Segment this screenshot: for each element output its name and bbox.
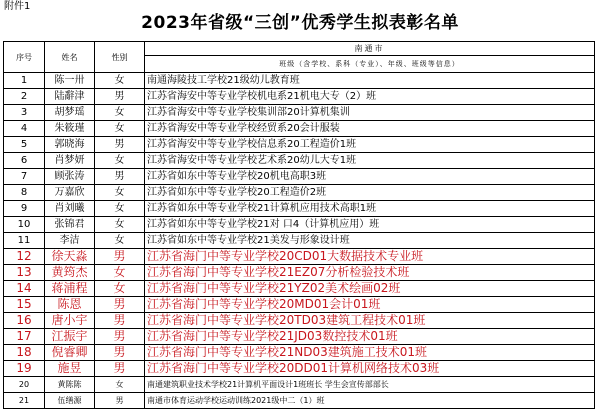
row-number: 9 <box>4 201 45 217</box>
row-class: 江苏省海安中等专业学校机电系21机电大专（2）班 <box>145 89 595 105</box>
row-gender: 女 <box>95 233 145 249</box>
table-row <box>4 281 595 297</box>
row-name: 陈恩 <box>45 297 95 313</box>
row-gender: 男 <box>95 137 145 153</box>
row-number: 1 <box>4 73 45 89</box>
row-number: 13 <box>4 265 45 281</box>
table-row <box>4 377 595 393</box>
row-gender: 女 <box>95 281 145 297</box>
header-city: 南通市 <box>145 42 595 56</box>
row-class: 江苏省海门中等专业学校21JD03数控技术01班 <box>145 329 595 345</box>
row-gender: 女 <box>95 73 145 89</box>
row-number: 19 <box>4 361 45 377</box>
row-number: 3 <box>4 105 45 121</box>
row-gender: 女 <box>95 377 145 393</box>
row-gender: 男 <box>95 89 145 105</box>
table-row <box>4 313 595 329</box>
row-number: 14 <box>4 281 45 297</box>
header-number: 序号 <box>4 42 45 73</box>
row-class: 江苏省如东中等专业学校20工程造价2班 <box>145 185 595 201</box>
row-class: 江苏省海门中等专业学校21ND03建筑施工技术01班 <box>145 345 595 361</box>
row-number: 11 <box>4 233 45 249</box>
row-class: 江苏省如东中等专业学校20机电高职3班 <box>145 169 595 185</box>
row-number: 5 <box>4 137 45 153</box>
row-number: 12 <box>4 249 45 265</box>
row-class: 江苏省海门中等专业学校21YZ02美术绘画02班 <box>145 281 595 297</box>
row-number: 7 <box>4 169 45 185</box>
row-name: 朱筱瑾 <box>45 121 95 137</box>
table-row <box>4 217 595 233</box>
row-gender: 女 <box>95 153 145 169</box>
table-row <box>4 137 595 153</box>
row-number: 20 <box>4 377 45 393</box>
honor-roll-table <box>3 41 595 409</box>
row-gender: 女 <box>95 185 145 201</box>
row-gender: 女 <box>95 201 145 217</box>
row-name: 胡梦瑶 <box>45 105 95 121</box>
header-gender: 性别 <box>95 42 145 73</box>
table-row <box>4 249 595 265</box>
row-class: 江苏省如东中等专业学校21对 口4（计算机应用）班 <box>145 217 595 233</box>
row-number: 17 <box>4 329 45 345</box>
table-row <box>4 393 595 409</box>
row-name: 唐小宇 <box>45 313 95 329</box>
table-row <box>4 169 595 185</box>
row-number: 10 <box>4 217 45 233</box>
row-name: 黄筠杰 <box>45 265 95 281</box>
row-class: 江苏省海安中等专业学校信息系20工程造价1班 <box>145 137 595 153</box>
row-name: 蒋浦程 <box>45 281 95 297</box>
row-class: 南通市体育运动学校运动训练2021级中二（1）班 <box>145 393 595 409</box>
row-gender: 男 <box>95 329 145 345</box>
table-row <box>4 345 595 361</box>
table-row <box>4 265 595 281</box>
row-class: 江苏省海安中等专业学校艺术系20幼儿大专1班 <box>145 153 595 169</box>
row-gender: 男 <box>95 345 145 361</box>
row-number: 6 <box>4 153 45 169</box>
row-name: 李洁 <box>45 233 95 249</box>
table-row <box>4 121 595 137</box>
row-gender: 女 <box>95 217 145 233</box>
row-name: 黄陈陈 <box>45 377 95 393</box>
row-class: 江苏省海门中等专业学校20TD03建筑工程技术01班 <box>145 313 595 329</box>
row-name: 徐天淼 <box>45 249 95 265</box>
row-gender: 男 <box>95 361 145 377</box>
row-class: 南通建筑职业技术学校21计算机平面设计1班班长 学生会宣传部部长 <box>145 377 595 393</box>
row-number: 18 <box>4 345 45 361</box>
table-row <box>4 297 595 313</box>
row-class: 江苏省海门中等专业学校20DD01计算机网络技术03班 <box>145 361 595 377</box>
row-gender: 女 <box>95 265 145 281</box>
row-class: 江苏省如东中等专业学校21美发与形象设计班 <box>145 233 595 249</box>
row-class: 南通海陵技工学校21级幼儿教育班 <box>145 73 595 89</box>
row-number: 15 <box>4 297 45 313</box>
row-number: 2 <box>4 89 45 105</box>
attachment-label: 附件1 <box>4 1 31 12</box>
row-name: 肖梦妍 <box>45 153 95 169</box>
row-name: 伍缮源 <box>45 393 95 409</box>
row-name: 施昱 <box>45 361 95 377</box>
table-row <box>4 89 595 105</box>
row-number: 4 <box>4 121 45 137</box>
table-row <box>4 105 595 121</box>
row-class: 江苏省海安中等专业学校经贸系20会计服装 <box>145 121 595 137</box>
header-name: 姓名 <box>45 42 95 73</box>
table-row <box>4 361 595 377</box>
row-gender: 男 <box>95 169 145 185</box>
row-gender: 男 <box>95 297 145 313</box>
table-row <box>4 185 595 201</box>
row-number: 21 <box>4 393 45 409</box>
row-class: 江苏省海门中等专业学校20MD01会计01班 <box>145 297 595 313</box>
row-number: 8 <box>4 185 45 201</box>
table-body <box>4 73 595 409</box>
table-row <box>4 201 595 217</box>
document-title: 2023年省级“三创”优秀学生拟表彰名单 <box>141 13 459 33</box>
row-name: 张锦君 <box>45 217 95 233</box>
header-class-detail: 班级（含学校、系科（专业）、年级、班级等信息） <box>145 56 595 73</box>
row-gender: 男 <box>95 313 145 329</box>
row-name: 顾张涛 <box>45 169 95 185</box>
row-name: 郭晓海 <box>45 137 95 153</box>
row-gender: 女 <box>95 105 145 121</box>
table-row <box>4 73 595 89</box>
row-gender: 男 <box>95 249 145 265</box>
row-class: 江苏省如东中等专业学校21计算机应用技术高职1班 <box>145 201 595 217</box>
row-name: 江振宇 <box>45 329 95 345</box>
row-class: 江苏省海门中等专业学校20CD01大数据技术专业班 <box>145 249 595 265</box>
row-class: 江苏省海门中等专业学校21EZ07分析检验技术班 <box>145 265 595 281</box>
row-gender: 男 <box>95 393 145 409</box>
row-name: 陆辭津 <box>45 89 95 105</box>
table-row <box>4 233 595 249</box>
row-gender: 女 <box>95 121 145 137</box>
row-class: 江苏省海安中等专业学校集训部20计算机集训 <box>145 105 595 121</box>
row-name: 肖刘曦 <box>45 201 95 217</box>
row-name: 万嘉欣 <box>45 185 95 201</box>
row-name: 陈一卅 <box>45 73 95 89</box>
table-row <box>4 329 595 345</box>
row-number: 16 <box>4 313 45 329</box>
row-name: 倪睿卿 <box>45 345 95 361</box>
table-row <box>4 153 595 169</box>
